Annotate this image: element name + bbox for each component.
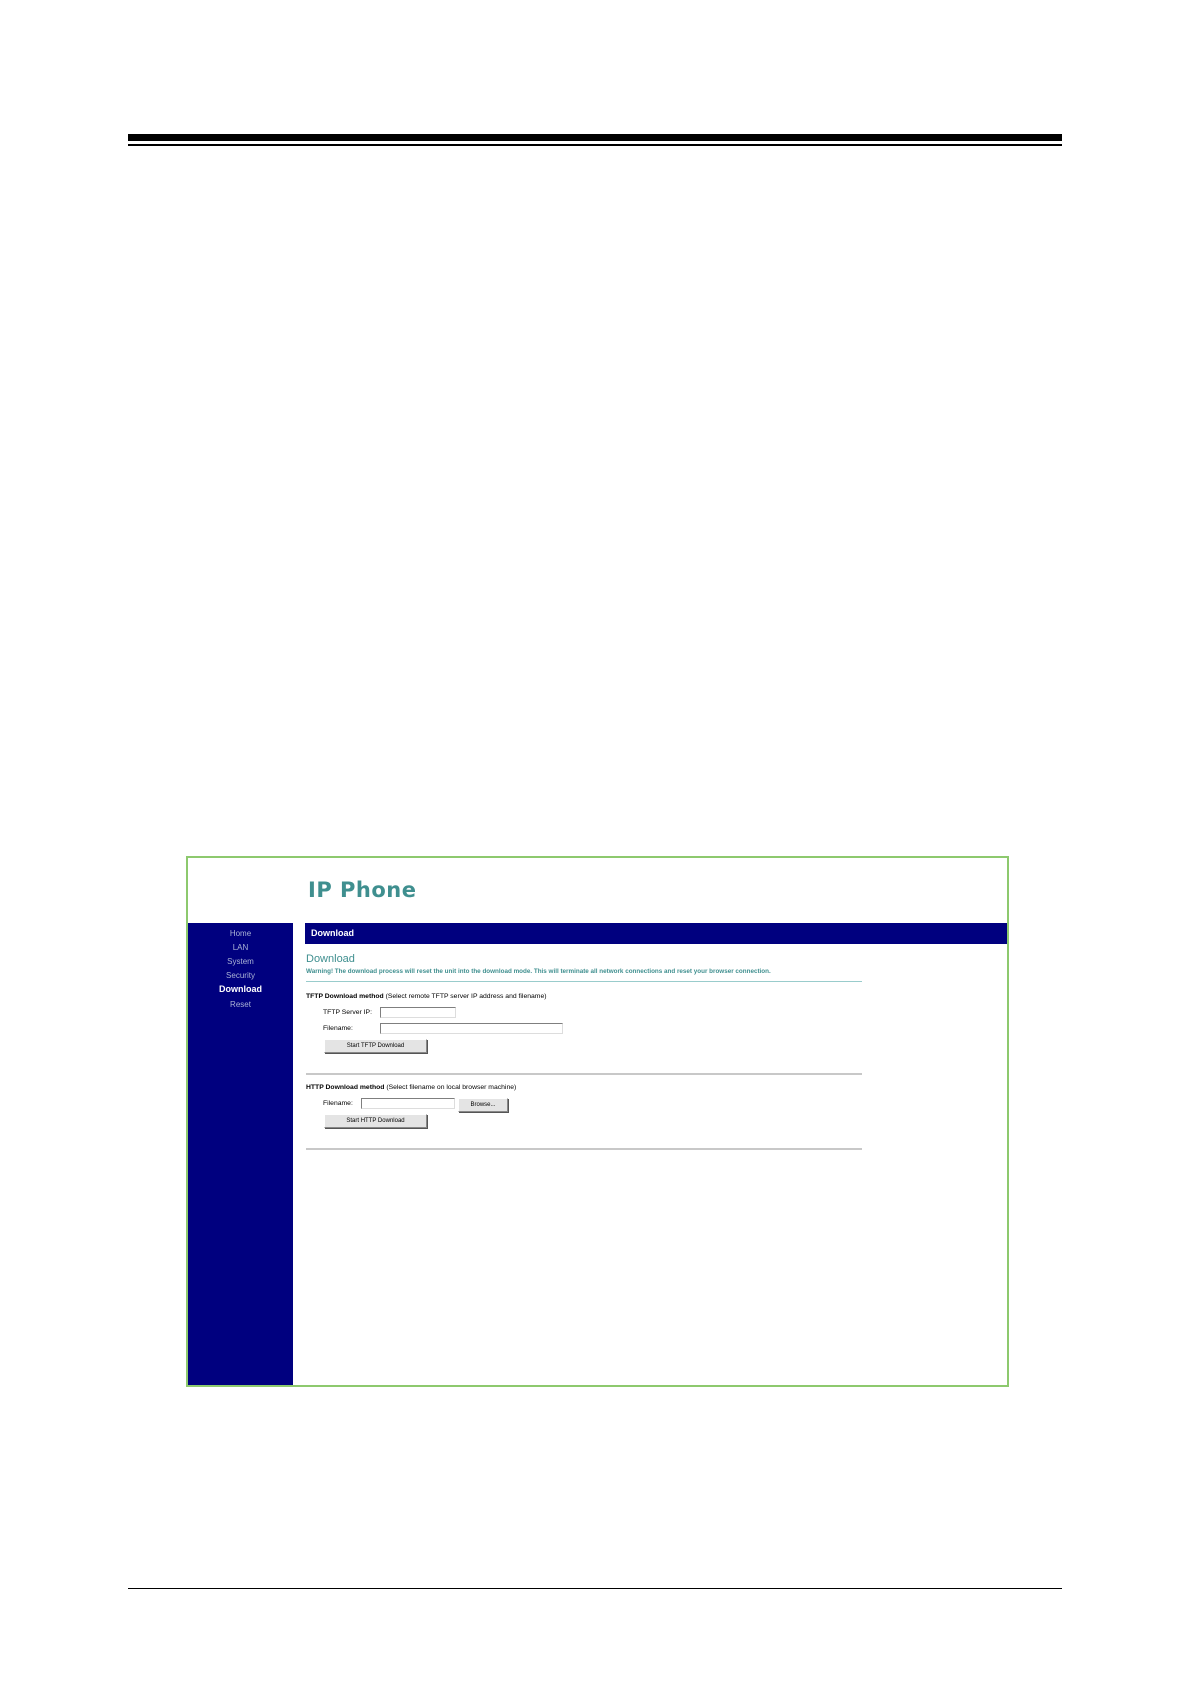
- section-divider-bottom: [306, 1148, 862, 1150]
- sidebar-item-security[interactable]: Security: [226, 971, 255, 980]
- http-filename-label: Filename:: [323, 1100, 353, 1107]
- tftp-filename-label: Filename:: [323, 1025, 353, 1032]
- tftp-server-ip-label: TFTP Server IP:: [323, 1009, 372, 1016]
- page-heading: Download: [306, 953, 355, 965]
- start-tftp-download-button[interactable]: Start TFTP Download: [324, 1039, 427, 1053]
- tftp-method-hint: (Select remote TFTP server IP address and filename): [385, 993, 547, 1000]
- sidebar-item-reset[interactable]: Reset: [230, 1000, 251, 1009]
- header-title: Download: [311, 928, 354, 938]
- warning-text: Warning! The download process will reset the unit into the download mode. This will terminate all network connections and reset your browser connection.: [306, 968, 771, 975]
- tftp-filename-input[interactable]: [380, 1023, 563, 1034]
- start-http-download-button[interactable]: Start HTTP Download: [324, 1114, 427, 1128]
- banner: [188, 858, 1007, 923]
- divider: [306, 981, 862, 982]
- sidebar-item-download[interactable]: Download: [219, 984, 262, 994]
- browse-button[interactable]: Browse...: [458, 1098, 508, 1112]
- http-method-label: [306, 1084, 516, 1091]
- sidebar-nav: [188, 923, 293, 1387]
- tftp-method-title: TFTP Download method: [306, 993, 384, 1000]
- http-method-title: HTTP Download method: [306, 1084, 385, 1091]
- sidebar-item-home[interactable]: Home: [229, 929, 252, 938]
- http-method-hint: (Select filename on local browser machine): [386, 1084, 517, 1091]
- section-divider: [306, 1073, 862, 1075]
- header-bar: [305, 923, 1009, 944]
- document-bottom-rule: [128, 1588, 1062, 1589]
- sidebar-item-system[interactable]: System: [227, 957, 254, 966]
- document-top-rule: [128, 134, 1062, 141]
- screenshot-frame: [186, 856, 1009, 1387]
- document-top-rule-thin: [128, 144, 1062, 146]
- sidebar-item-lan[interactable]: LAN: [232, 943, 249, 952]
- http-filename-input[interactable]: [361, 1098, 455, 1109]
- app-title: IP Phone: [308, 878, 417, 902]
- tftp-server-ip-input[interactable]: [380, 1007, 456, 1018]
- tftp-method-label: [306, 993, 547, 1000]
